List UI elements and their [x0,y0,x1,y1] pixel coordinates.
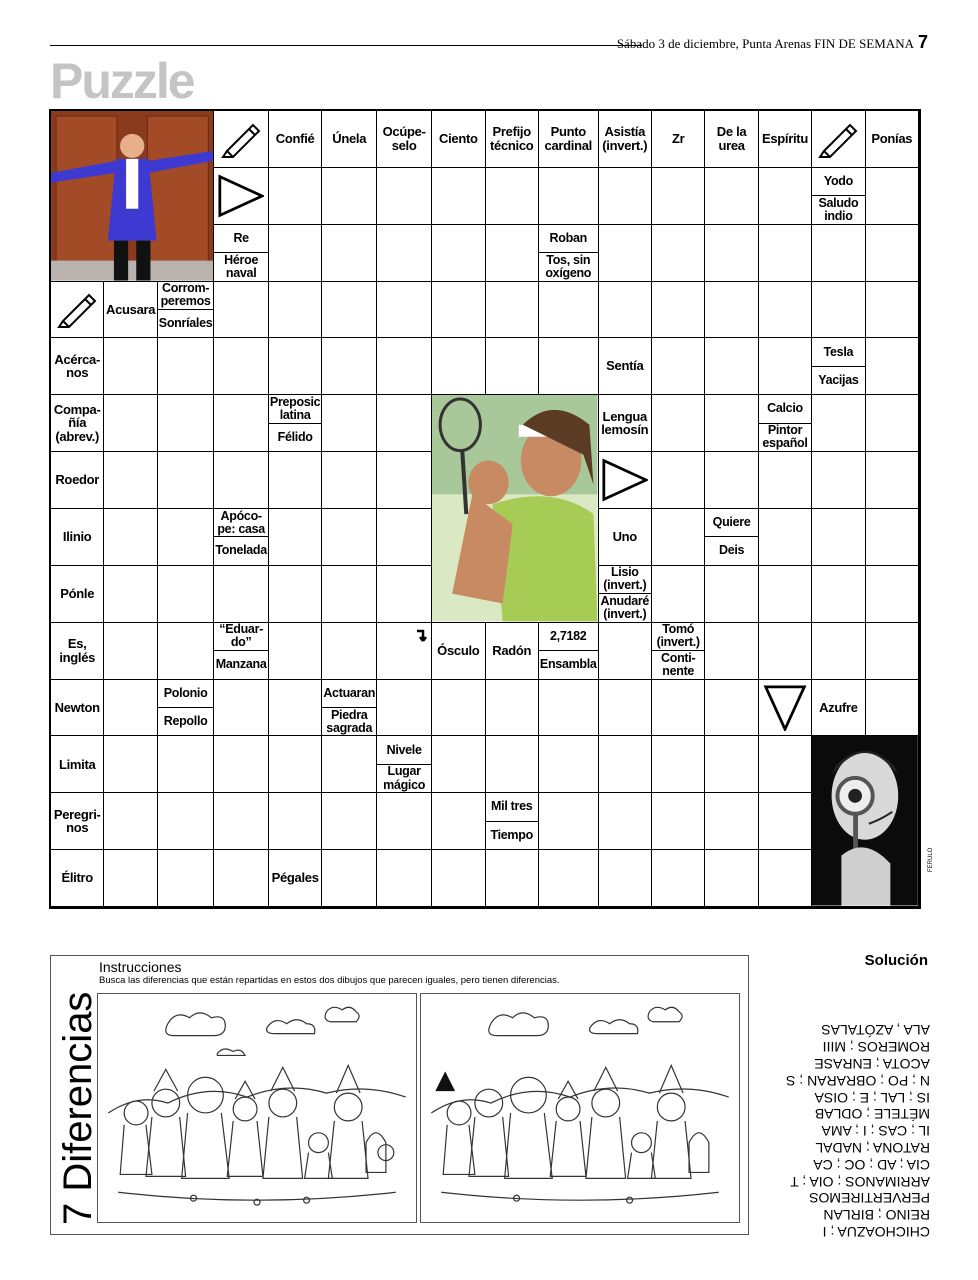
answer-cell[interactable] [214,338,269,395]
answer-cell[interactable] [104,623,157,680]
clue-text: Yodo [823,173,853,188]
answer-cell[interactable] [759,168,812,225]
clue-cell [214,623,269,680]
answer-cell[interactable] [269,793,322,850]
arrow-down-icon [759,680,812,737]
answer-cell[interactable] [269,168,322,225]
answer-cell[interactable] [486,850,539,907]
solution-heading: Solución [864,952,928,969]
clue-text: Anudaré (invert.) [600,593,650,621]
clue-cell [812,168,865,225]
answer-cell[interactable] [432,850,485,907]
answer-cell[interactable] [214,850,269,907]
clue-text: Acérca-nos [54,351,100,381]
answer-cell[interactable] [705,736,758,793]
answer-cell[interactable] [812,566,865,623]
answer-cell[interactable] [599,225,652,282]
answer-cell[interactable] [269,566,322,623]
answer-cell[interactable] [377,338,432,395]
clue-cell [759,111,812,168]
answer-cell[interactable] [759,338,812,395]
answer-cell[interactable] [377,282,432,339]
answer-cell[interactable] [377,793,432,850]
clue-text: Corrom-peremos [160,281,211,309]
answer-cell[interactable] [759,736,812,793]
answer-cell[interactable] [322,338,377,395]
instructions-text: Busca las diferencias que están repartidas en estos dos dibujos que parecen iguales, pero tienen diferencias. [99,975,560,986]
differences-title: 7 Diferencias [56,991,100,1225]
answer-cell[interactable] [322,850,377,907]
answer-cell[interactable] [104,395,157,452]
clue-cell [51,736,104,793]
pen-icon [214,111,269,168]
clue-text: Nivele [386,742,422,757]
solution-line: N ; PO ; OBRARAN ; S [786,1072,930,1089]
answer-cell[interactable] [759,850,812,907]
photo-showman [51,111,214,282]
header-rule [50,45,642,46]
clue-text: Ponías [871,131,913,147]
answer-cell[interactable] [104,509,157,566]
clue-cell [599,509,652,566]
answer-cell[interactable] [539,338,599,395]
clue-cell [599,566,652,623]
answer-cell[interactable] [866,395,919,452]
answer-cell[interactable] [705,282,758,339]
answer-cell[interactable] [104,736,157,793]
clue-text: Yacijas [812,366,864,394]
clue-cell [51,793,104,850]
answer-cell[interactable] [432,736,485,793]
answer-cell[interactable] [214,566,269,623]
clue-text: Apóco-pe: casa [217,508,265,536]
answer-cell[interactable] [486,225,539,282]
answer-cell[interactable] [377,566,432,623]
clue-text: Asistía (invert.) [602,124,648,153]
clue-text: Es, inglés [59,635,96,665]
solution-line: ALA , AZÓTALAS [821,1022,930,1039]
clue-cell [759,395,812,452]
answer-cell[interactable] [158,736,215,793]
answer-cell[interactable] [322,509,377,566]
clue-cell [812,680,865,737]
clue-text: Ocúpe-selo [382,124,426,153]
answer-cell[interactable] [322,793,377,850]
clue-cell [486,793,539,850]
clue-text: Peregri-nos [53,806,101,836]
answer-cell[interactable] [652,338,705,395]
clue-cell [51,509,104,566]
answer-cell[interactable] [812,509,865,566]
answer-cell[interactable] [214,680,269,737]
clue-text: Deis [705,536,757,564]
answer-cell[interactable] [652,850,705,907]
answer-cell[interactable] [812,225,865,282]
clue-cell [866,111,919,168]
answer-cell[interactable] [104,793,157,850]
answer-cell[interactable] [104,452,157,509]
clue-text: Roban [549,230,587,245]
clue-text: Newton [54,699,100,715]
answer-cell[interactable] [652,282,705,339]
clue-text: Limita [58,756,96,772]
clue-text: Acusara [105,301,156,317]
answer-cell[interactable] [104,566,157,623]
solution-line: ACOTA ; ENRASE [814,1056,930,1073]
answer-cell[interactable] [812,623,865,680]
clue-text: Quiere [712,515,751,530]
clue-text: Sonríales [158,309,214,337]
answer-cell[interactable] [652,566,705,623]
answer-cell[interactable] [269,680,322,737]
answer-cell[interactable] [432,680,485,737]
clue-text: Lisio (invert.) [603,565,647,593]
solution-line: ARRIMANOS ; OIA ; T [790,1173,930,1190]
answer-cell[interactable] [158,395,215,452]
clue-text: Actuaran [323,685,376,700]
answer-cell[interactable] [705,395,758,452]
clue-text: Espíritu [761,131,808,147]
clue-text: “Eduar-do” [219,622,264,650]
turn-down-arrow-icon [377,623,432,680]
clue-cell [51,623,104,680]
answer-cell[interactable] [377,168,432,225]
answer-cell[interactable] [486,168,539,225]
clue-cell [51,680,104,737]
clue-text: Ósculo [437,642,480,658]
answer-cell[interactable] [539,680,599,737]
answer-cell[interactable] [269,509,322,566]
clue-cell [539,111,599,168]
solution-line: REINO ; BIRLAN [823,1207,930,1224]
answer-cell[interactable] [158,850,215,907]
clue-cell [652,111,705,168]
clue-text: Tos, sin oxígeno [539,252,598,280]
solution-line: IS ; LAL ; E ; OISA [814,1089,930,1106]
clue-text: Félido [269,423,321,451]
instructions-heading: Instrucciones [99,959,182,975]
clue-text: Ilinio [62,529,92,545]
answer-cell[interactable] [812,282,865,339]
clue-cell [705,509,758,566]
clue-cell [432,623,485,680]
clue-text: Pintor español [759,423,811,451]
answer-cell[interactable] [866,225,919,282]
clue-text: Repollo [158,707,214,735]
answer-cell[interactable] [214,395,269,452]
answer-cell[interactable] [866,566,919,623]
answer-cell[interactable] [269,282,322,339]
pen-icon [51,282,104,339]
clue-text: Únela [332,131,367,147]
answer-cell[interactable] [377,680,432,737]
clue-cell [652,623,705,680]
answer-cell[interactable] [599,793,652,850]
clue-text: Radón [492,642,532,658]
answer-cell[interactable] [759,452,812,509]
illustrator-credit: FERULO [928,847,934,872]
clue-text: Confié [275,131,315,147]
answer-cell[interactable] [322,452,377,509]
answer-cell[interactable] [705,793,758,850]
answer-cell[interactable] [269,225,322,282]
clue-cell [322,680,377,737]
solution-line: MÉTELE ; ODLAB [814,1106,930,1123]
clue-text: Manzana [214,650,268,679]
answer-cell[interactable] [432,168,485,225]
crossword-grid [49,109,921,909]
answer-cell[interactable] [705,566,758,623]
clue-cell [322,111,377,168]
answer-cell[interactable] [322,566,377,623]
answer-cell[interactable] [812,395,865,452]
clue-cell [599,338,652,395]
answer-cell[interactable] [705,225,758,282]
answer-cell[interactable] [269,736,322,793]
clue-text: Tomó (invert.) [656,622,700,650]
clue-text: Conti-nente [652,650,704,679]
answer-cell[interactable] [705,623,758,680]
answer-cell[interactable] [269,452,322,509]
answer-cell[interactable] [158,509,215,566]
answer-cell[interactable] [812,452,865,509]
answer-cell[interactable] [322,395,377,452]
answer-cell[interactable] [599,736,652,793]
date-line: Sábado 3 de diciembre, Punta Arenas FIN DE SEMANA [616,36,914,51]
answer-cell[interactable] [539,168,599,225]
answer-cell[interactable] [652,225,705,282]
answer-cell[interactable] [652,793,705,850]
answer-cell[interactable] [652,736,705,793]
answer-cell[interactable] [377,850,432,907]
answer-cell[interactable] [269,338,322,395]
answer-cell[interactable] [322,225,377,282]
solution-line: RATONA ; NADAL [815,1140,930,1157]
answer-cell[interactable] [705,680,758,737]
answer-cell[interactable] [486,338,539,395]
clue-text: Ensambla [539,650,598,679]
clue-text: Tiempo [486,821,538,849]
answer-cell[interactable] [539,793,599,850]
solution-text [760,1015,930,1240]
answer-cell[interactable] [759,793,812,850]
answer-cell[interactable] [104,338,157,395]
answer-cell[interactable] [214,282,269,339]
page-header [617,32,928,53]
answer-cell[interactable] [539,736,599,793]
solution-line: CHICHOAZUA ; I [822,1224,930,1240]
clue-cell [812,338,865,395]
answer-cell[interactable] [377,509,432,566]
answer-cell[interactable] [599,680,652,737]
answer-cell[interactable] [322,282,377,339]
clue-text: Lengua lemosín [601,408,649,438]
answer-cell[interactable] [158,338,215,395]
clue-text: Ciento [438,131,478,147]
clue-cell [599,111,652,168]
clue-cell [486,623,539,680]
answer-cell[interactable] [104,680,157,737]
answer-cell[interactable] [539,282,599,339]
clue-cell [269,111,322,168]
clue-text: Sentía [606,358,644,374]
answer-cell[interactable] [866,623,919,680]
answer-cell[interactable] [705,850,758,907]
arrow-right-icon [599,452,652,509]
clue-cell [104,282,157,339]
answer-cell[interactable] [539,850,599,907]
clue-cell [377,111,432,168]
answer-cell[interactable] [652,509,705,566]
answer-cell[interactable] [158,452,215,509]
clue-text: Compa-ñía (abrev.) [53,401,101,444]
answer-cell[interactable] [705,338,758,395]
answer-cell[interactable] [214,452,269,509]
clue-text: Saludo indio [812,195,864,223]
clue-text: Azufre [819,699,858,715]
answer-cell[interactable] [759,225,812,282]
answer-cell[interactable] [866,680,919,737]
answer-cell[interactable] [377,225,432,282]
answer-cell[interactable] [158,623,215,680]
clue-cell [51,452,104,509]
answer-cell[interactable] [158,566,215,623]
clue-text: Zr [671,131,685,147]
photo-painter [812,736,919,907]
clue-text: Piedra sagrada [322,707,376,735]
clue-text: Tonelada [214,536,268,564]
clue-cell [214,509,269,566]
answer-cell[interactable] [322,168,377,225]
answer-cell[interactable] [599,623,652,680]
answer-cell[interactable] [377,452,432,509]
answer-cell[interactable] [599,282,652,339]
answer-cell[interactable] [866,509,919,566]
clue-text: Uno [612,529,637,545]
answer-cell[interactable] [652,395,705,452]
clue-text: Calcio [767,401,803,416]
clue-cell [705,111,758,168]
answer-cell[interactable] [759,509,812,566]
answer-cell[interactable] [866,168,919,225]
clue-text: Roedor [55,472,100,488]
clue-cell [432,111,485,168]
clue-cell [269,850,322,907]
answer-cell[interactable] [432,225,485,282]
pen-icon [812,111,865,168]
answer-cell[interactable] [322,623,377,680]
answer-cell[interactable] [377,395,432,452]
answer-cell[interactable] [705,452,758,509]
answer-cell[interactable] [486,736,539,793]
clue-cell [158,282,215,339]
answer-cell[interactable] [652,168,705,225]
answer-cell[interactable] [866,452,919,509]
solution-line: PERVERTIREMOS [809,1190,930,1207]
clue-cell [214,225,269,282]
clue-text: Héroe naval [214,252,268,280]
clue-cell [599,395,652,452]
clue-cell [269,395,322,452]
clue-cell [539,225,599,282]
answer-cell[interactable] [486,680,539,737]
clue-text: 2,7182 [550,628,587,643]
answer-cell[interactable] [652,680,705,737]
answer-cell[interactable] [759,623,812,680]
answer-cell[interactable] [158,793,215,850]
answer-cell[interactable] [214,736,269,793]
clue-text: Élitro [61,870,93,886]
drawing-left [97,993,417,1223]
answer-cell[interactable] [214,793,269,850]
answer-cell[interactable] [104,850,157,907]
clue-cell [51,566,104,623]
answer-cell[interactable] [432,338,485,395]
answer-cell[interactable] [599,168,652,225]
clue-text: Polonio [163,685,208,700]
clue-cell [51,395,104,452]
answer-cell[interactable] [866,282,919,339]
answer-cell[interactable] [705,168,758,225]
answer-cell[interactable] [269,623,322,680]
answer-cell[interactable] [322,736,377,793]
answer-cell[interactable] [759,566,812,623]
clue-cell [51,338,104,395]
drawing-right [420,993,740,1223]
clue-text: Pónle [60,585,95,601]
section-title: Puzzle [50,53,194,109]
clue-cell [158,680,215,737]
clue-text: Mil tres [491,799,533,814]
clue-text: Re [233,230,249,245]
clue-cell [539,623,599,680]
answer-cell[interactable] [432,793,485,850]
solution-line: CIA ; AD ; OC ; CA [813,1156,930,1173]
clue-cell [377,736,432,793]
clue-text: Lugar mágico [377,764,431,792]
answer-cell[interactable] [432,282,485,339]
photo-tennis-player [432,395,598,622]
answer-cell[interactable] [599,850,652,907]
clue-cell [486,111,539,168]
clue-text: Pégales [271,870,319,886]
answer-cell[interactable] [652,452,705,509]
clue-text: Tesla [823,344,854,359]
solution-line: ROMEROS ; MIII [822,1039,930,1056]
arrow-right-icon [214,168,269,225]
answer-cell[interactable] [486,282,539,339]
clue-text: Preposic latina [269,394,321,422]
clue-text: De la urea [716,124,747,153]
solution-line: IL ; CAS ; I ; AMA [821,1123,930,1140]
answer-cell[interactable] [866,338,919,395]
clue-text: Punto cardinal [544,124,592,153]
clue-cell [51,850,104,907]
answer-cell[interactable] [759,282,812,339]
clue-text: Prefijo técnico [490,124,534,153]
page-number: 7 [917,32,928,52]
